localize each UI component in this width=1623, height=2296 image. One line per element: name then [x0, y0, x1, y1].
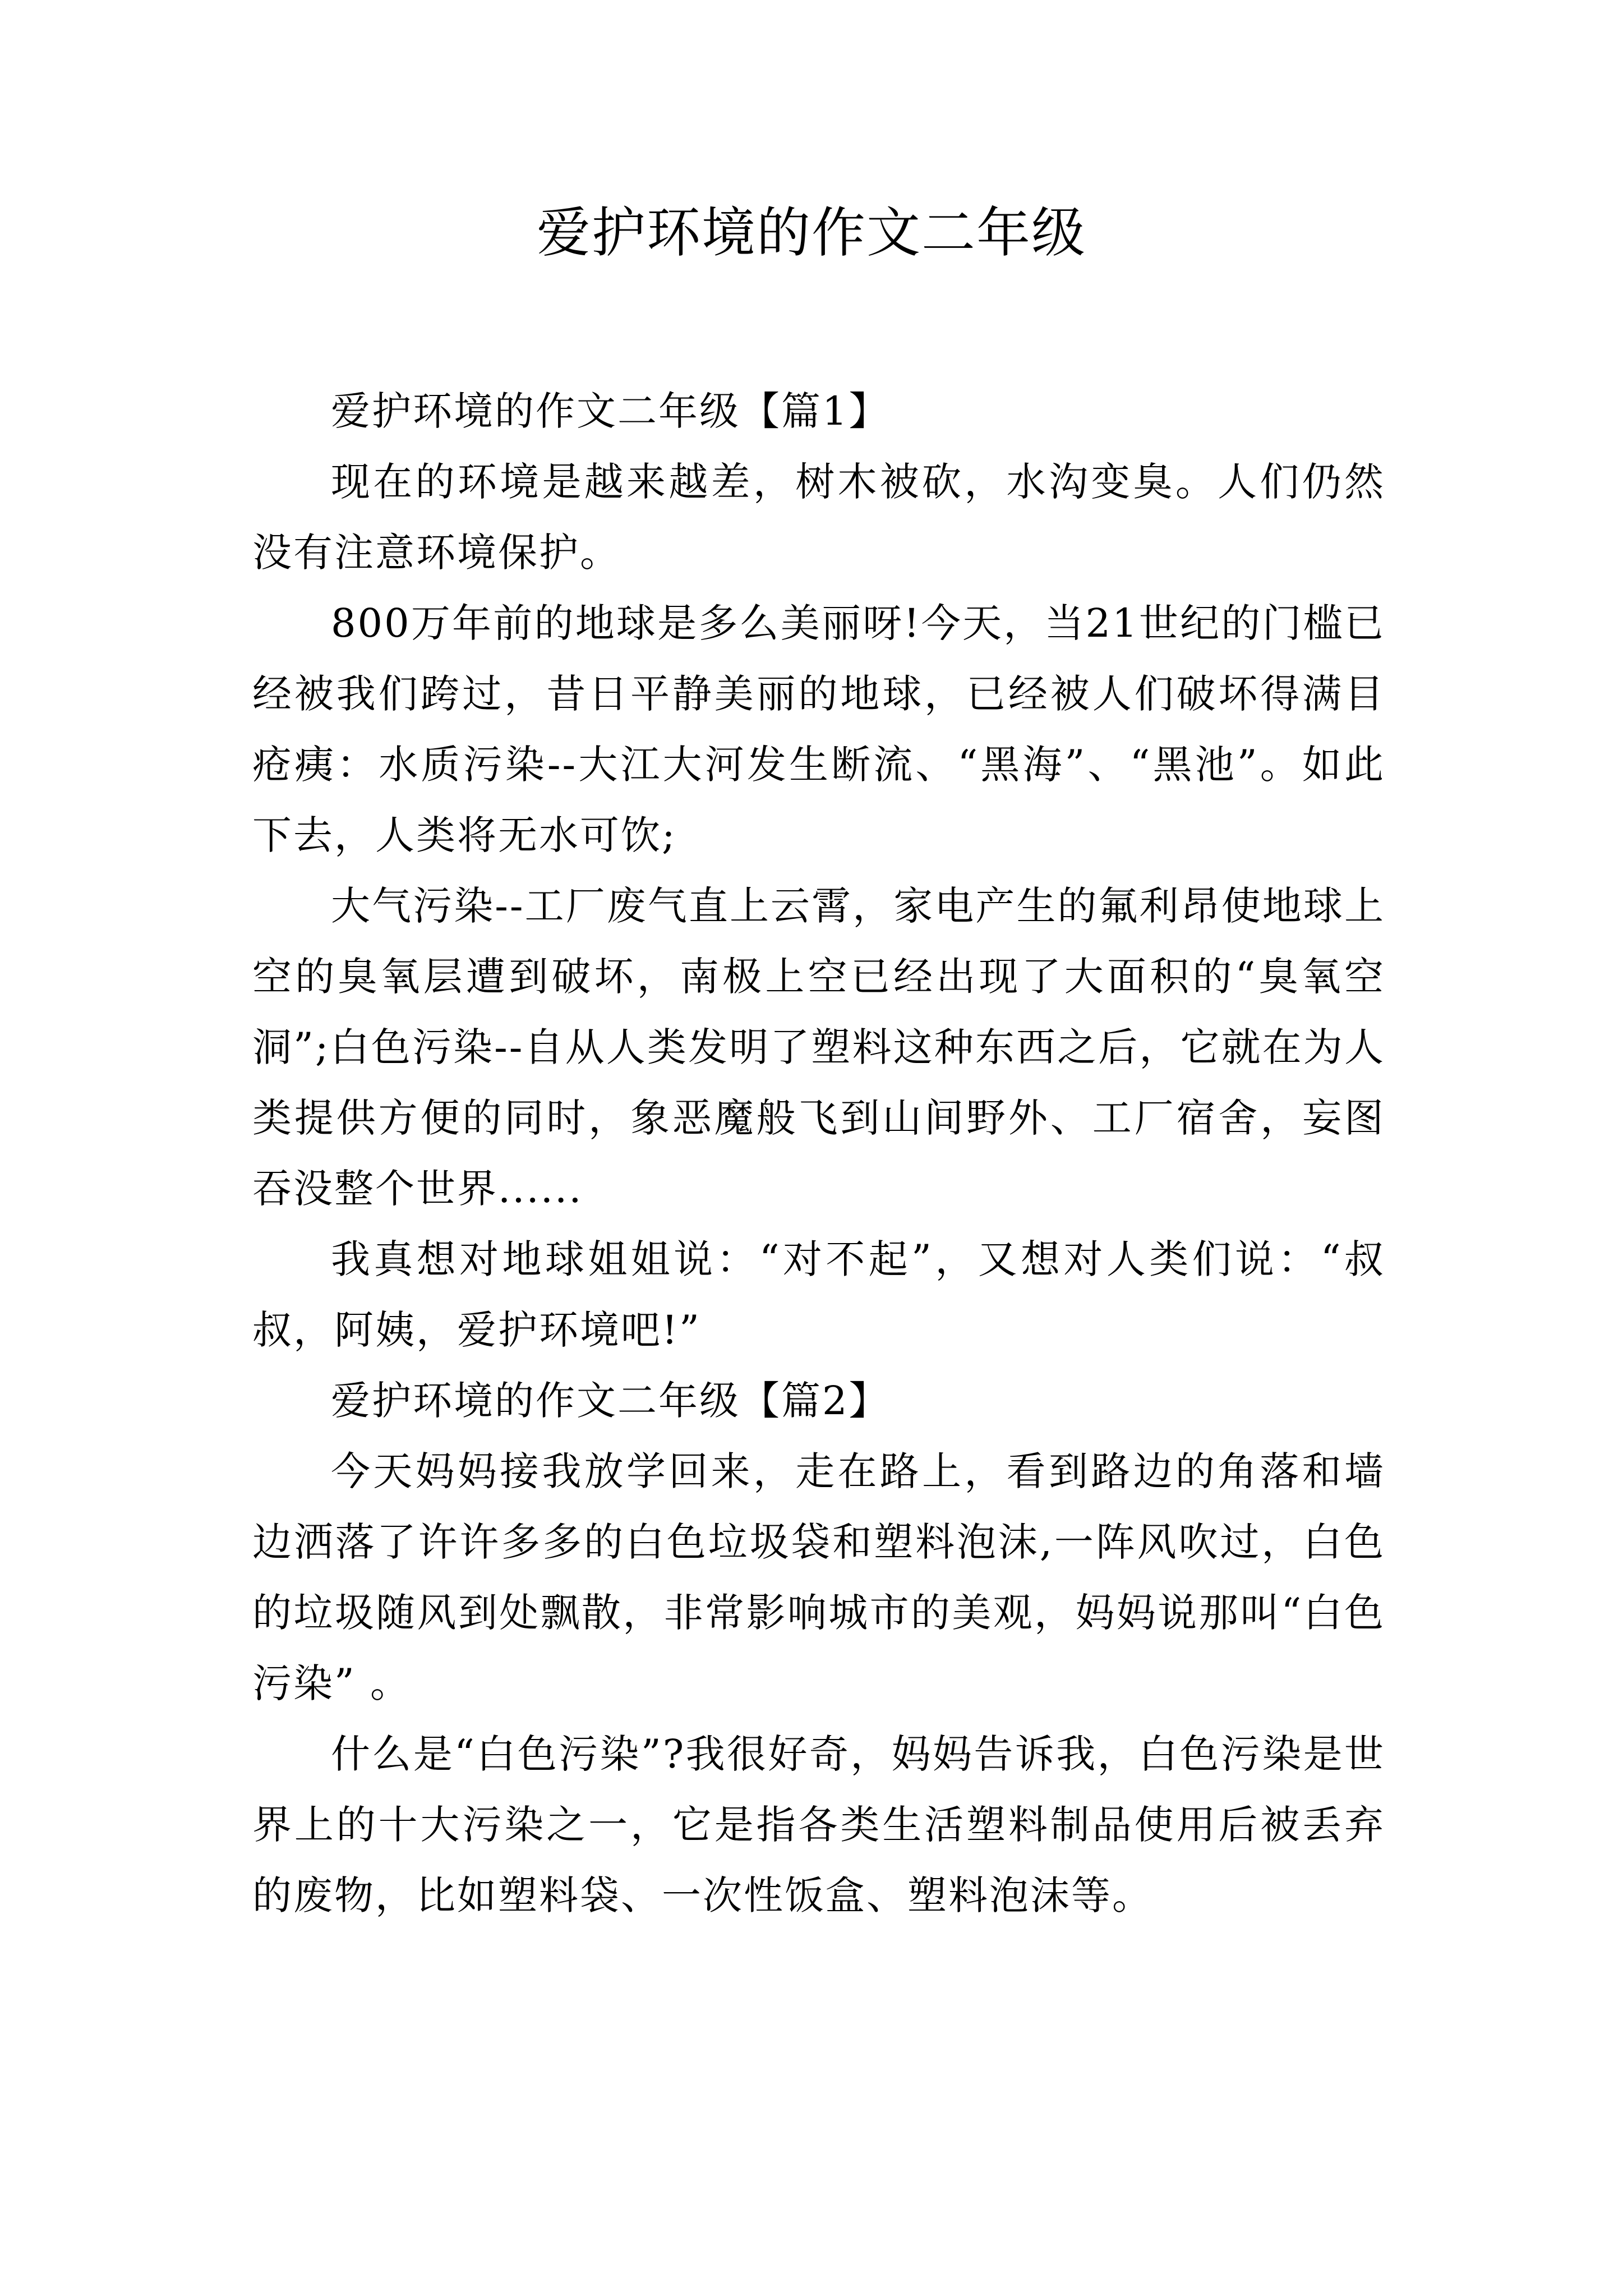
- paragraph: 800万年前的地球是多么美丽呀!今天，当21世纪的门槛已经被我们跨过，昔日平静美丽的地球，已经被人们破坏得满目疮痍：水质污染--大江大河发生断流、“黑海”、“黑池”。如此下去，人类将无水可饮;: [252, 600, 1385, 858]
- section-heading-2: 爱护环境的作文二年级【篇2】: [331, 1378, 890, 1424]
- section-heading-1: 爱护环境的作文二年级【篇1】: [331, 388, 890, 434]
- paragraph: 现在的环境是越来越差，树木被砍，水沟变臭。人们仍然没有注意环境保护。: [252, 459, 1385, 576]
- paragraph: 今天妈妈接我放学回来，走在路上，看到路边的角落和墙边洒落了许许多多的白色垃圾袋和塑料泡沫,一阵风吹过，白色的垃圾随风到处飘散，非常影响城市的美观，妈妈说那叫“白色污染” 。: [252, 1448, 1385, 1706]
- paragraph: 什么是“白色污染”?我很好奇，妈妈告诉我，白色污染是世界上的十大污染之一，它是指各类生活塑料制品使用后被丢弃的废物，比如塑料袋、一次性饭盒、塑料泡沫等。: [252, 1731, 1385, 1918]
- document-body: [252, 376, 1385, 1931]
- paragraph: 大气污染--工厂废气直上云霄，家电产生的氟利昂使地球上空的臭氧层遭到破坏，南极上空已经出现了大面积的“臭氧空洞”;白色污染--自从人类发明了塑料这种东西之后，它就在为人类提供方便的同时，象恶魔般飞到山间野外、工厂宿舍，妄图吞没整个世界......: [252, 883, 1385, 1212]
- paragraph: 我真想对地球姐姐说：“对不起”，又想对人类们说：“叔叔，阿姨，爱护环境吧!”: [252, 1236, 1385, 1353]
- document-title: 爱护环境的作文二年级: [537, 201, 1086, 264]
